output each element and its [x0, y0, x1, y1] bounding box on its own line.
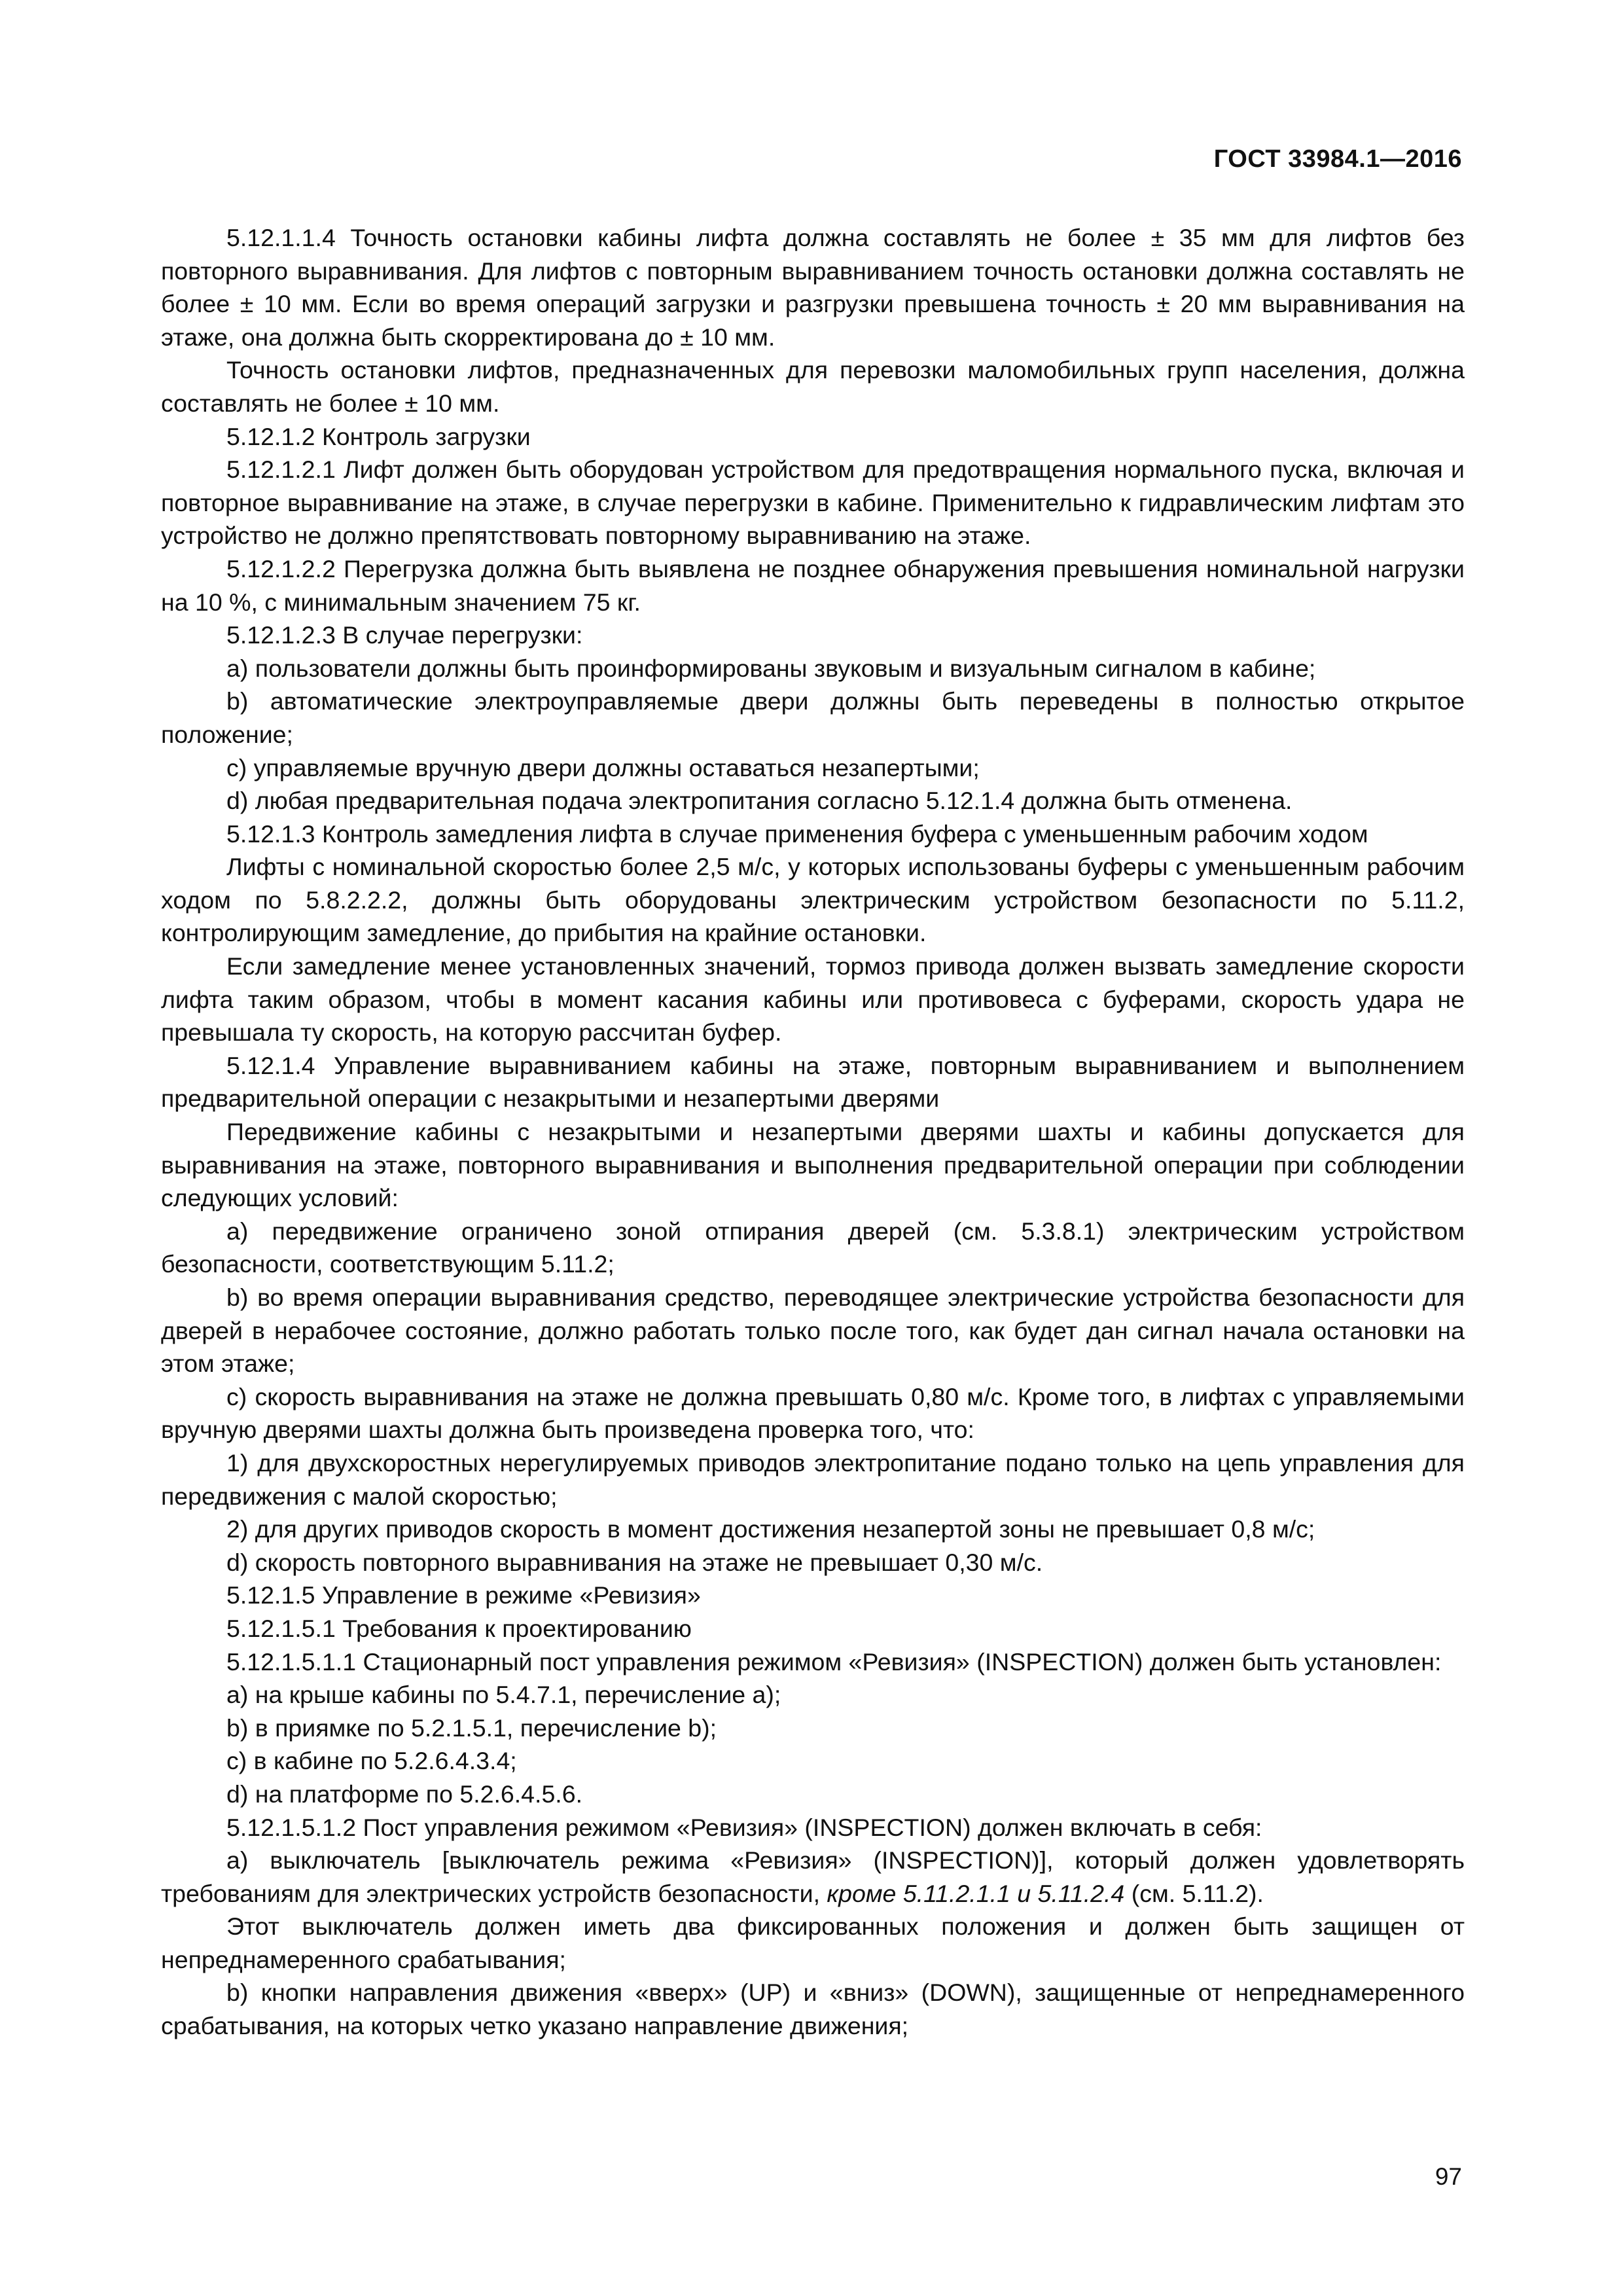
- list-item: b) во время операции выравнивания средство, переводящее электрические устройства безопасности для дверей в нерабочее состояние, должно работать только после того, как будет дан сигнал начала остановки на этом этаже;: [161, 1283, 1465, 1378]
- section-heading: 5.12.1.2 Контроль загрузки: [226, 422, 531, 450]
- document-body: [161, 221, 1465, 2043]
- text-run: (см. 5.11.2).: [1124, 1879, 1264, 1907]
- list-item: d) скорость повторного выравнивания на этаже не превышает 0,30 м/с.: [226, 1548, 1043, 1576]
- paragraph: Лифты с номинальной скоростью более 2,5 м/с, у которых использованы буферы с уменьшенным рабочим ходом по 5.8.2.2.2, должны быть оборудованы электрическим устройством безопасности по 5.11.2, контролирующим замедление, до прибытия на крайние остановки.: [161, 853, 1465, 947]
- list-item: a) пользователи должны быть проинформированы звуковым и визуальным сигналом в кабине;: [226, 654, 1316, 682]
- list-item: b) автоматические электроуправляемые двери должны быть переведены в полностью открытое положение;: [161, 687, 1465, 748]
- section-heading: 5.12.1.3 Контроль замедления лифта в случае применения буфера с уменьшенным рабочим ходом: [226, 819, 1368, 848]
- list-item: b) в приямке по 5.2.1.5.1, перечисление b);: [226, 1713, 717, 1742]
- italic-text-run: кроме 5.11.2.1.1 и 5.11.2.4: [827, 1879, 1125, 1907]
- list-item: 2) для других приводов скорость в момент достижения незапертой зоны не превышает 0,8 м/с;: [226, 1515, 1315, 1543]
- list-item: b) кнопки направления движения «вверх» (UP) и «вниз» (DOWN), защищенные от непреднамеренного срабатывания, на которых четко указано направление движения;: [161, 1979, 1465, 2040]
- paragraph: 5.12.1.2.3 В случае перегрузки:: [226, 621, 583, 649]
- paragraph: 5.12.1.1.4 Точность остановки кабины лифта должна составлять не более ± 35 мм для лифтов без повторного выравнивания. Для лифтов с повторным выравниванием точность остановки должна составлять не более ± 10 мм. Если во время операций загрузки и разгрузки превышена точность ± 20 мм выравнивания на этаже, она должна быть скорректирована до ± 10 мм.: [161, 224, 1465, 351]
- text-run: a) выключатель [выключатель режима «Ревизия» (INSPECTION)], который должен удовлетворять требованиям для электрических устройств безопасности,: [161, 1846, 1465, 1907]
- list-item-switch: [161, 1844, 1465, 1910]
- list-item: c) управляемые вручную двери должны оставаться незапертыми;: [226, 753, 980, 781]
- list-item: a) передвижение ограничено зоной отпирания дверей (см. 5.3.8.1) электрическим устройством безопасности, соответствующим 5.11.2;: [161, 1217, 1465, 1278]
- list-item: d) на платформе по 5.2.6.4.5.6.: [226, 1780, 582, 1808]
- paragraph: Точность остановки лифтов, предназначенных для перевозки маломобильных групп населения, должна составлять не более ± 10 мм.: [161, 356, 1465, 417]
- paragraph: 5.12.1.2.1 Лифт должен быть оборудован устройством для предотвращения нормального пуска, включая и повторное выравнивание на этаже, в случае перегрузки в кабине. Применительно к гидравлическим лифтам это устройство не должно препятствовать повторному выравниванию на этаже.: [161, 456, 1465, 550]
- section-heading: 5.12.1.5 Управление в режиме «Ревизия»: [226, 1581, 701, 1609]
- list-item: c) в кабине по 5.2.6.4.3.4;: [226, 1747, 517, 1775]
- paragraph: 5.12.1.5.1.2 Пост управления режимом «Ревизия» (INSPECTION) должен включать в себя:: [226, 1813, 1262, 1841]
- paragraph: 5.12.1.5.1.1 Стационарный пост управления режимом «Ревизия» (INSPECTION) должен быть установлен:: [226, 1647, 1442, 1676]
- paragraph: Этот выключатель должен иметь два фиксированных положения и должен быть защищен от непреднамеренного срабатывания;: [161, 1912, 1465, 1973]
- list-item: a) на крыше кабины по 5.4.7.1, перечисление a);: [226, 1681, 781, 1709]
- list-item: c) скорость выравнивания на этаже не должна превышать 0,80 м/с. Кроме того, в лифтах с управляемыми вручную дверями шахты должна быть произведена проверка того, что:: [161, 1382, 1465, 1444]
- list-item: 1) для двухскоростных нерегулируемых приводов электропитание подано только на цепь управления для передвижения с малой скоростью;: [161, 1448, 1465, 1510]
- paragraph: Если замедление менее установленных значений, тормоз привода должен вызвать замедление скорости лифта таким образом, чтобы в момент касания кабины или противовеса с буферами, скорость удара не превышала ту скорость, на которую рассчитан буфер.: [161, 952, 1465, 1047]
- section-heading: 5.12.1.4 Управление выравниванием кабины на этаже, повторным выравниванием и выполнением предварительной операции с незакрытыми и незапертыми дверями: [161, 1051, 1465, 1113]
- page-number: 97: [1435, 2163, 1462, 2190]
- paragraph: Передвижение кабины с незакрытыми и незапертыми дверями шахты и кабины допускается для выравнивания на этаже, повторного выравнивания и выполнения предварительной операции при соблюдении следующих условий:: [161, 1118, 1465, 1212]
- section-heading: 5.12.1.5.1 Требования к проектированию: [226, 1614, 692, 1642]
- standard-code-header: ГОСТ 33984.1—2016: [1213, 145, 1462, 173]
- list-item: d) любая предварительная подача электропитания согласно 5.12.1.4 должна быть отменена.: [226, 787, 1293, 815]
- paragraph: 5.12.1.2.2 Перегрузка должна быть выявлена не позднее обнаружения превышения номинальной нагрузки на 10 %, с минимальным значением 75 кг.: [161, 554, 1465, 616]
